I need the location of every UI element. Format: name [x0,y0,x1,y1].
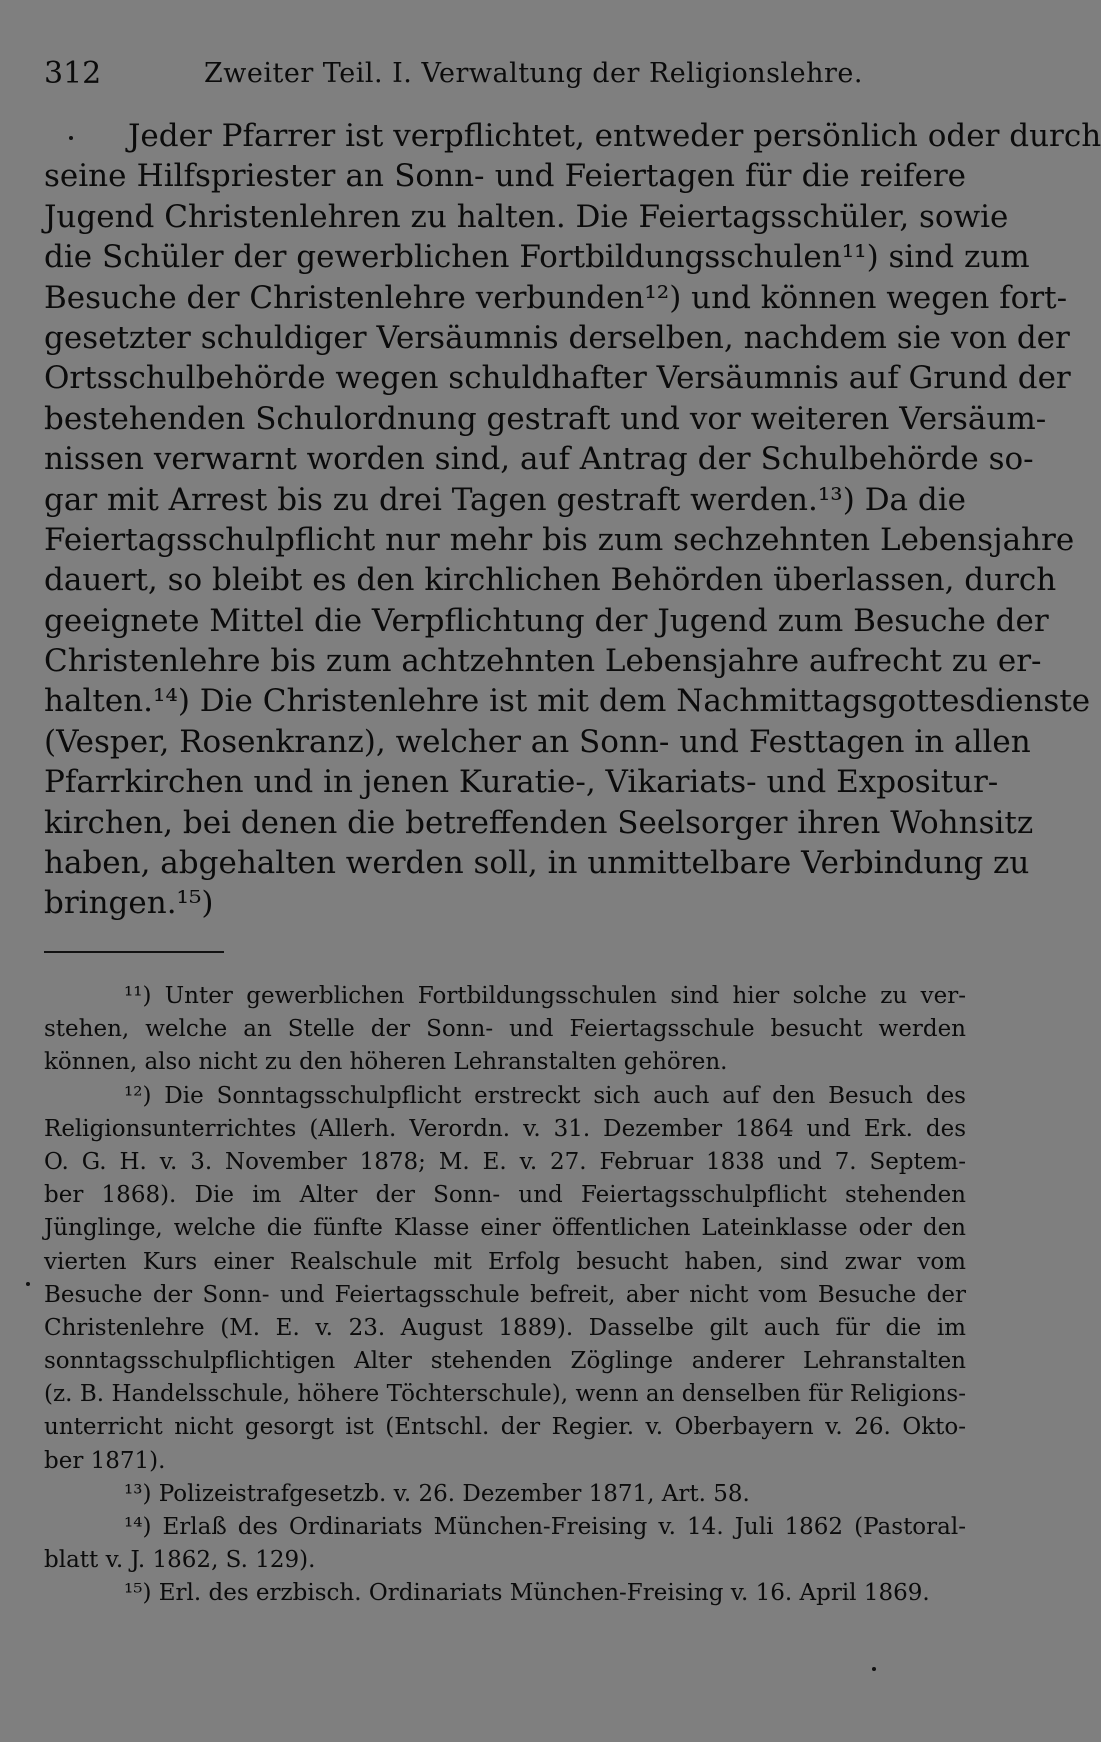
body-line: halten.¹⁴) Die Christenlehre ist mit dem Nachmittagsgottesdienste [44,683,1091,720]
body-line: die Schüler der gewerblichen Fortbildungsschulen¹¹) sind zum [44,239,1030,276]
footnote-line: Besuche der Sonn- und Feiertagsschule befreit, aber nicht vom Besuche der [44,1281,966,1308]
body-line: Ortsschulbehörde wegen schuldhafter Versäumnis auf Grund der [44,360,1071,397]
body-line: Besuche der Christenlehre verbunden¹²) und können wegen fort- [44,279,1068,316]
body-line: Christenlehre bis zum achtzehnten Lebensjahre aufrecht zu er- [44,643,1042,680]
footnote-line: ¹⁵) Erl. des erzbisch. Ordinariats München-Freising v. 16. April 1869. [124,1580,930,1607]
body-line: gar mit Arrest bis zu drei Tagen gestraft werden.¹³) Da die [44,481,966,518]
footnote-line: vierten Kurs einer Realschule mit Erfolg besucht haben, sind zwar vom [44,1248,966,1275]
page-number: 312 [44,56,102,91]
print-speck [69,136,73,140]
footnote-line: sonntagsschulpflichtigen Alter stehenden Zöglinge anderer Lehranstalten [44,1348,966,1375]
footnote-line: können, also nicht zu den höheren Lehranstalten gehören. [44,1049,728,1076]
body-line: nissen verwarnt worden sind, auf Antrag der Schulbehörde so- [44,441,1034,478]
footnote-line: Religionsunterrichtes (Allerh. Verordn. v. 31. Dezember 1864 und Erk. des [44,1115,966,1142]
main-paragraph [44,116,1101,924]
body-line: seine Hilfspriester an Sonn- und Feiertagen für die reifere [44,158,966,195]
body-line: haben, abgehalten werden soll, in unmittelbare Verbindung zu [44,845,1030,882]
body-line: dauert, so bleibt es den kirchlichen Behörden überlassen, durch [44,562,1057,599]
footnote-line: ber 1871). [44,1447,166,1474]
footnote-line: O. G. H. v. 3. November 1878; M. E. v. 27. Februar 1838 und 7. Septem- [44,1148,966,1175]
footnote-line: Jünglinge, welche die fünfte Klasse einer öffentlichen Lateinklasse oder den [44,1215,966,1242]
body-line: geeignete Mittel die Verpflichtung der Jugend zum Besuche der [44,602,1049,639]
page-header [44,50,974,98]
body-line: bestehenden Schulordnung gestraft und vor weiteren Versäum- [44,400,1047,437]
body-line: Jugend Christenlehren zu halten. Die Feiertagsschüler, sowie [44,198,1009,235]
footnote-line: ¹²) Die Sonntagsschulpflicht erstreckt sich auch auf den Besuch des [124,1082,966,1109]
footnote-line: ber 1868). Die im Alter der Sonn- und Feiertagsschulpflicht stehenden [44,1182,966,1209]
body-line: bringen.¹⁵) [44,885,214,922]
footnote-line: (z. B. Handelsschule, höhere Töchterschule), wenn an denselben für Religions- [44,1381,966,1408]
footnote-line: ¹⁴) Erlaß des Ordinariats München-Freising v. 14. Juli 1862 (Pastoral- [124,1514,966,1540]
footnote-line: unterricht nicht gesorgt ist (Entschl. der Regier. v. Oberbayern v. 26. Okto- [44,1414,966,1441]
body-line: Feiertagsschulpflicht nur mehr bis zum sechzehnten Lebensjahre [44,521,1075,558]
footnote-line: Christenlehre (M. E. v. 23. August 1889). Dasselbe gilt auch für die im [44,1314,966,1341]
body-line: kirchen, bei denen die betreffenden Seelsorger ihren Wohnsitz [44,804,1034,841]
body-line: Jeder Pfarrer ist verpflichtet, entweder persönlich oder durch [128,118,1101,154]
body-line: (Vesper, Rosenkranz), welcher an Sonn- und Festtagen in allen [44,723,1031,760]
footnote-line: blatt v. J. 1862, S. 129). [44,1547,316,1574]
body-line: gesetzter schuldiger Versäumnis derselben, nachdem sie von der [44,319,1070,356]
footnote-rule [44,951,224,953]
footnote-line: stehen, welche an Stelle der Sonn- und Feiertagsschule besucht werden [44,1016,966,1043]
footnote-line: ¹¹) Unter gewerblichen Fortbildungsschulen sind hier solche zu ver- [124,983,966,1009]
body-line: Pfarrkirchen und in jenen Kuratie-, Vikariats- und Expositur- [44,764,999,801]
footnote-line: ¹³) Polizeistrafgesetzb. v. 26. Dezember 1871, Art. 58. [124,1480,750,1507]
print-speck [872,1667,876,1671]
footnotes [44,980,966,1611]
running-head: Zweiter Teil. I. Verwaltung der Religionslehre. [204,58,863,89]
print-speck [26,1282,30,1286]
